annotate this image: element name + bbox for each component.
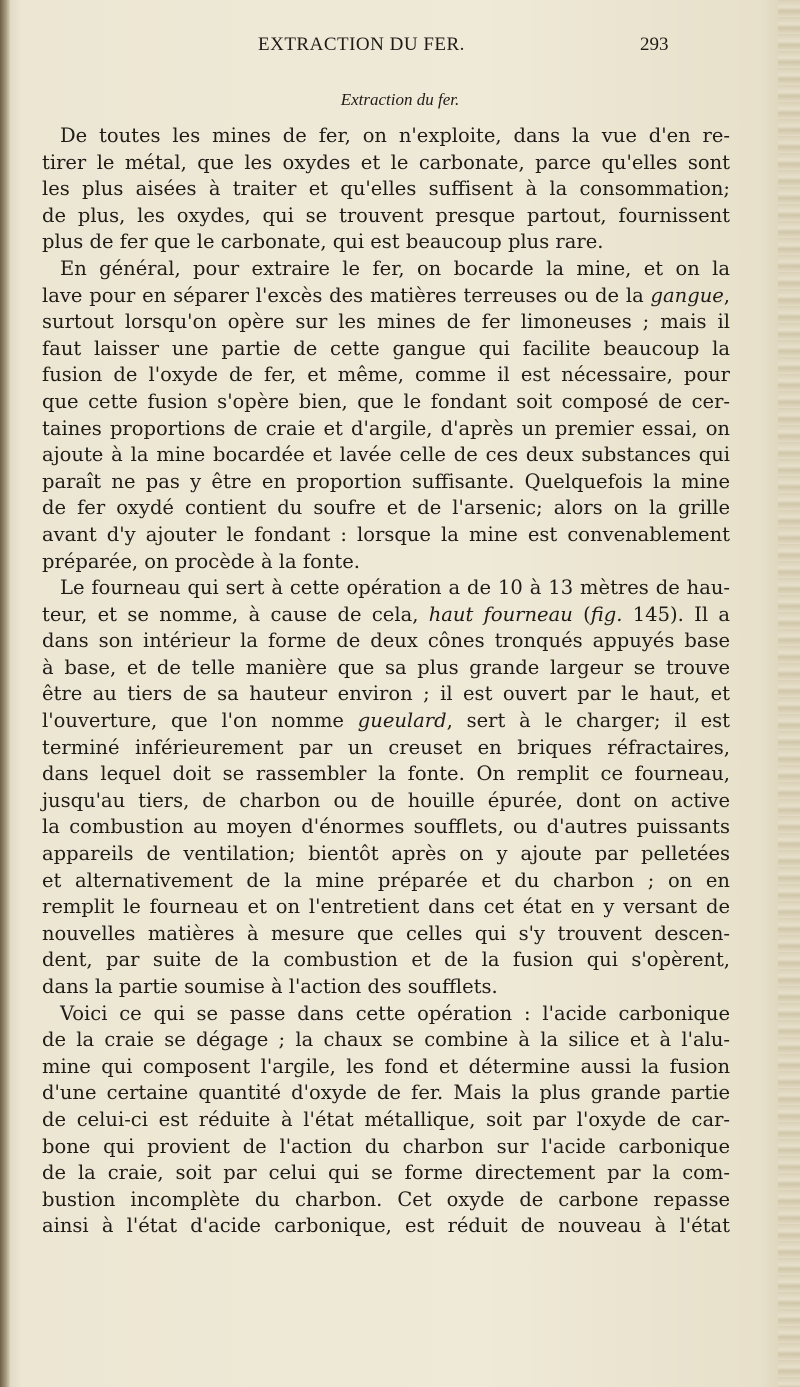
text-line: [42, 761, 730, 788]
text-line: [42, 309, 730, 336]
text-line: [42, 974, 730, 1001]
italic-text: gangue: [650, 283, 724, 307]
text-line: [42, 389, 730, 416]
section-heading: Extraction du fer.: [340, 90, 460, 109]
text-line: [42, 681, 730, 708]
text-line: [42, 655, 730, 682]
text-run: et alternativement de la mine préparée et du charbon ; on en: [42, 868, 730, 892]
text-line: [42, 362, 730, 389]
text-run: être au tiers de sa hauteur environ ; il est ouvert par le haut, et: [42, 682, 730, 706]
text-run: de fer oxydé contient du soufre et de l'arsenic; alors on la grille: [42, 496, 730, 520]
text-run: taines proportions de craie et d'argile, d'après un premier essai, on: [42, 416, 730, 440]
text-run: ainsi à l'état d'acide carbonique, est réduit de nouveau à l'état: [42, 1214, 730, 1238]
text-line: [42, 788, 730, 815]
page-edge: [778, 0, 800, 1387]
text-run: faut laisser une partie de cette gangue qui facilite beaucoup la: [42, 336, 730, 360]
text-run: nouvelles matières à mesure que celles qui s'y trouvent descen-: [42, 921, 730, 945]
text-run: surtout lorsqu'on opère sur les mines de fer limoneuses ; mais il: [42, 310, 730, 334]
text-line: [42, 575, 730, 602]
text-run: plus de fer que le carbonate, qui est beaucoup plus rare.: [42, 230, 604, 254]
text-run: de la craie, soit par celui qui se forme directement par la com-: [42, 1161, 730, 1185]
text-run: de celui-ci est réduite à l'état métallique, soit par l'oxyde de car-: [42, 1107, 730, 1131]
text-run: à base, et de telle manière que sa plus grande largeur se trouve: [42, 655, 730, 679]
text-line: [42, 921, 730, 948]
text-run: jusqu'au tiers, de charbon ou de houille épurée, dont on active: [42, 788, 730, 812]
running-title: EXTRACTION DU FER.: [258, 34, 465, 55]
text-run: De toutes les mines de fer, on n'exploite, dans la vue d'en re-: [60, 124, 730, 147]
text-run: d'une certaine quantité d'oxyde de fer. Mais la plus grande partie: [42, 1081, 730, 1105]
text-run: avant d'y ajouter le fondant : lorsque la mine est convenablement: [42, 522, 730, 546]
text-line: [42, 868, 730, 895]
text-run: les plus aisées à traiter et qu'elles suffisent à la consommation;: [42, 177, 730, 201]
text-line: [42, 1054, 730, 1081]
text-line: [42, 1134, 730, 1161]
text-run: dans la partie soumise à l'action des soufflets.: [42, 975, 498, 998]
text-run: bustion incomplète du charbon. Cet oxyde de carbone repasse: [42, 1187, 730, 1211]
text-line: [42, 814, 730, 841]
text-run: l'ouverture, que l'on nomme: [42, 709, 358, 733]
text-run: Voici ce qui se passe dans cette opération : l'acide carbonique: [60, 1001, 730, 1025]
text-line: [42, 123, 730, 150]
page-binding-shadow: [0, 0, 10, 1387]
italic-text: gueulard: [357, 709, 447, 733]
text-run: lave pour en séparer l'excès des matières terreuses ou de la: [42, 283, 651, 307]
text-line: [42, 442, 730, 469]
text-run: dans son intérieur la forme de deux cônes tronqués appuyés base: [42, 629, 730, 653]
text-line: [42, 1187, 730, 1214]
text-run: 145). Il a: [622, 602, 731, 626]
text-line: [42, 1213, 730, 1240]
text-line: [42, 628, 730, 655]
text-line: [42, 256, 730, 283]
text-line: [42, 1001, 730, 1028]
italic-text: haut fourneau: [428, 602, 573, 626]
text-run: appareils de ventilation; bientôt après on y ajoute par pelletées: [42, 842, 730, 866]
text-run: que cette fusion s'opère bien, que le fondant soit composé de cer-: [42, 389, 730, 413]
text-line: [42, 416, 730, 443]
text-line: [42, 1080, 730, 1107]
text-line: [42, 1107, 730, 1134]
text-run: dans lequel doit se rassembler la fonte. On remplit ce fourneau,: [42, 762, 730, 786]
text-line: [42, 1027, 730, 1054]
text-run: remplit le fourneau et on l'entretient dans cet état en y versant de: [42, 895, 730, 919]
text-run: Le fourneau qui sert à cette opération a de 10 à 13 mètres de hau-: [60, 576, 730, 600]
text-line: [42, 469, 730, 496]
text-line: [42, 150, 730, 177]
text-run: En général, pour extraire le fer, on bocarde la mine, et on la: [60, 256, 730, 280]
text-run: dent, par suite de la combustion et de la fusion qui s'opèrent,: [42, 948, 730, 972]
text-line: [42, 841, 730, 868]
text-line: [42, 549, 730, 576]
text-run: paraît ne pas y être en proportion suffisante. Quelquefois la mine: [42, 469, 730, 493]
text-run: ajoute à la mine bocardée et lavée celle de ces deux substances qui: [42, 443, 730, 467]
text-line: [42, 947, 730, 974]
text-run: ,: [723, 283, 730, 307]
text-line: [42, 203, 730, 230]
text-run: de la craie se dégage ; la chaux se combine à la silice et à l'alu-: [42, 1028, 730, 1052]
text-line: [42, 229, 730, 256]
text-run: la combustion au moyen d'énormes soufflets, ou d'autres puissants: [42, 815, 730, 839]
text-line: [42, 1160, 730, 1187]
text-run: (: [572, 602, 591, 626]
text-run: fusion de l'oxyde de fer, et même, comme il est nécessaire, pour: [42, 363, 730, 387]
text-line: [42, 708, 730, 735]
text-line: [42, 735, 730, 762]
text-line: [42, 176, 730, 203]
text-run: tirer le métal, que les oxydes et le carbonate, parce qu'elles sont: [42, 150, 730, 174]
text-run: de plus, les oxydes, qui se trouvent presque partout, fournissent: [42, 203, 730, 227]
text-run: bone qui provient de l'action du charbon sur l'acide carbonique: [42, 1134, 730, 1158]
running-header: [0, 30, 800, 60]
body-text: [42, 123, 730, 1240]
text-line: [42, 495, 730, 522]
text-run: teur, et se nomme, à cause de cela,: [42, 602, 429, 626]
text-line: [42, 336, 730, 363]
italic-text: fig.: [590, 602, 623, 626]
text-line: [42, 894, 730, 921]
text-run: , sert à le charger; il est: [446, 709, 730, 733]
text-line: [42, 283, 730, 310]
text-line: [42, 602, 730, 629]
text-run: préparée, on procède à la fonte.: [42, 549, 360, 573]
text-line: [42, 522, 730, 549]
text-run: terminé inférieurement par un creuset en briques réfractaires,: [42, 735, 730, 759]
page-number: 293: [640, 34, 669, 55]
text-run: mine qui composent l'argile, les fond et détermine aussi la fusion: [42, 1054, 730, 1078]
